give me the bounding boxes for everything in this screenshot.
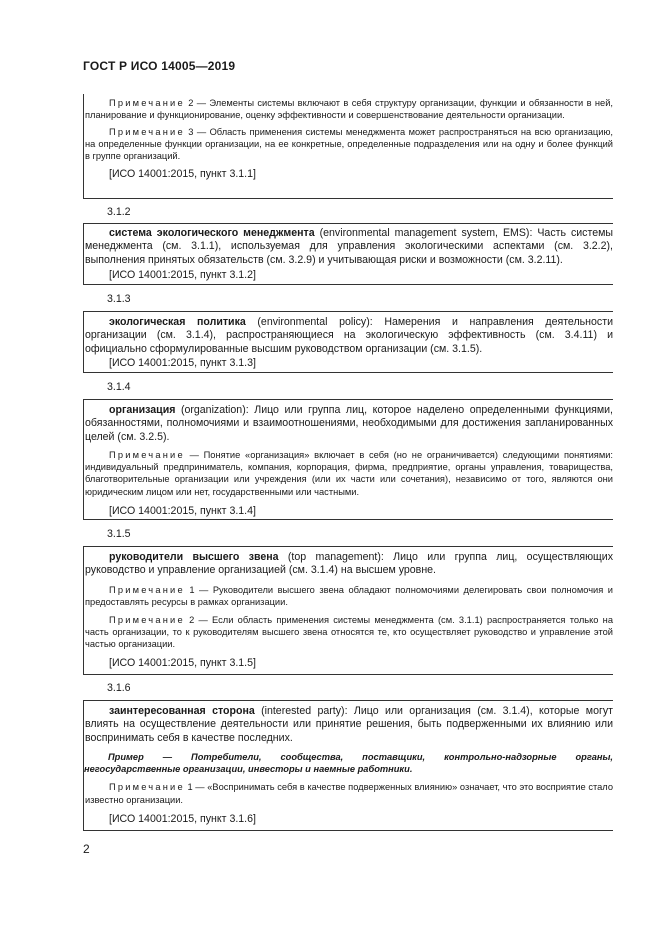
example: Пример — Потребители, сообщества, поставщики, контрольно-надзорные органы, негосударственные организации, инвесторы и наемные работники. <box>84 752 613 775</box>
note-2: Примечание 2 — Элементы системы включают в себя структуру организации, функции и обязанности в ней, планирование и функционирование, оценку эффективности и совершенствование деятельности организации. <box>85 98 613 121</box>
source-reference: [ИСО 14001:2015, пункт 3.1.4] <box>109 504 256 517</box>
note-1: Примечание 1 — «Воспринимать себя в качестве подверженных влиянию» означает, что это восприятие стало известно организации. <box>85 782 613 805</box>
term-en: (environmental management system, EMS) <box>314 227 530 239</box>
term: заинтересованная сторона <box>109 705 255 717</box>
term: руководители высшего звена <box>109 551 279 563</box>
note-label: Примечание <box>109 615 185 625</box>
definition: организация (organization): Лицо или группа лиц, которое наделено определенными функциями, обязанностями, полномочиями и взаимоотношениями, необходимыми для достижения запланированных целей (см. 3.2.5). <box>85 404 614 443</box>
term-en: (organization) <box>175 404 246 416</box>
term: организация <box>109 404 176 416</box>
note-label: Примечание <box>109 98 185 108</box>
clause-3-1-1-continuation <box>83 94 613 199</box>
source-reference: [ИСО 14001:2015, пункт 3.1.5] <box>109 657 256 670</box>
clause-number: 3.1.2 <box>107 206 131 218</box>
clause-3-1-5 <box>83 546 613 675</box>
term: экологическая политика <box>109 316 246 328</box>
note-3: Примечание 3 — Область применения системы менеджмента может распространяться на всю организацию, на определенные функции организации, на ее конкретные, определенные подразделения или на одну и более функций в группе организаций. <box>85 127 613 162</box>
term-en: (top management) <box>278 551 381 563</box>
note-label: Примечание <box>109 782 185 793</box>
note: Примечание — Понятие «организация» включает в себя (но не ограничивается) следующими понятиями: индивидуальный предприниматель, компания, корпорация, фирма, предприятие, органы управления, товарищества, благотворительные организации или учреждения (или их части или сочетания), независимо от того, являются они юридическим лицом или нет, государственными или частными. <box>85 450 613 497</box>
document-header: ГОСТ Р ИСО 14005—2019 <box>83 59 236 73</box>
definition: экологическая политика (environmental policy): Намерения и направления деятельности организации (см. 3.1.4), распространяющиеся на экологическую эффективность (см. 3.4.11) и официально сформулированные высшим руководством организации (см. 3.1.5). <box>85 316 613 355</box>
clause-3-1-2 <box>83 223 613 285</box>
note-2: Примечание 2 — Если область применения системы менеджмента (см. 3.1.1) распространяется только на часть организации, то к руководителям высшего звена относятся те, кто осуществляет руководство и управление этой частью организации. <box>85 615 613 650</box>
term: система экологического менеджмента <box>109 227 315 239</box>
source-reference: [ИСО 14001:2015, пункт 3.1.2] <box>109 269 256 282</box>
source-reference: [ИСО 14001:2015, пункт 3.1.3] <box>109 357 256 370</box>
clause-number: 3.1.6 <box>107 682 131 694</box>
clause-3-1-3 <box>83 311 613 373</box>
clause-number: 3.1.3 <box>107 293 131 305</box>
clause-number: 3.1.4 <box>107 381 131 393</box>
definition: руководители высшего звена (top management): Лицо или группа лиц, осуществляющих руководство и управление организацией (см. 3.1.4) на высшем уровне. <box>85 551 613 577</box>
clause-3-1-6 <box>83 700 613 831</box>
note-label: Примечание <box>109 584 185 595</box>
page-number: 2 <box>83 842 90 856</box>
definition: заинтересованная сторона (interested party): Лицо или организация (см. 3.1.4), которые могут влиять на осуществление деятельности или принятие решения, быть подверженными их влиянию или воспринимать себя в качестве последних. <box>85 705 613 744</box>
note-label: Примечание <box>109 127 185 138</box>
clause-3-1-4 <box>83 399 613 520</box>
term-en: (environmental policy) <box>245 316 370 328</box>
source-reference: [ИСО 14001:2015, пункт 3.1.1] <box>109 168 256 181</box>
note-label: Примечание <box>109 450 185 461</box>
term-en: (interested party) <box>254 705 345 717</box>
note-1: Примечание 1 — Руководители высшего звена обладают полномочиями делегировать свои полномочия и предоставлять ресурсы в рамках организации. <box>85 584 613 607</box>
clause-number: 3.1.5 <box>107 528 131 540</box>
source-reference: [ИСО 14001:2015, пункт 3.1.6] <box>109 812 256 825</box>
definition: система экологического менеджмента (environmental management system, EMS): Часть системы менеджмента (см. 3.1.1), используемая для управления экологическими аспектами (см. 3.2.2), выполнения принятых обязательств (см. 3.2.9) и учитывающая риски и возможности (см. 3.2.11). <box>85 227 613 266</box>
